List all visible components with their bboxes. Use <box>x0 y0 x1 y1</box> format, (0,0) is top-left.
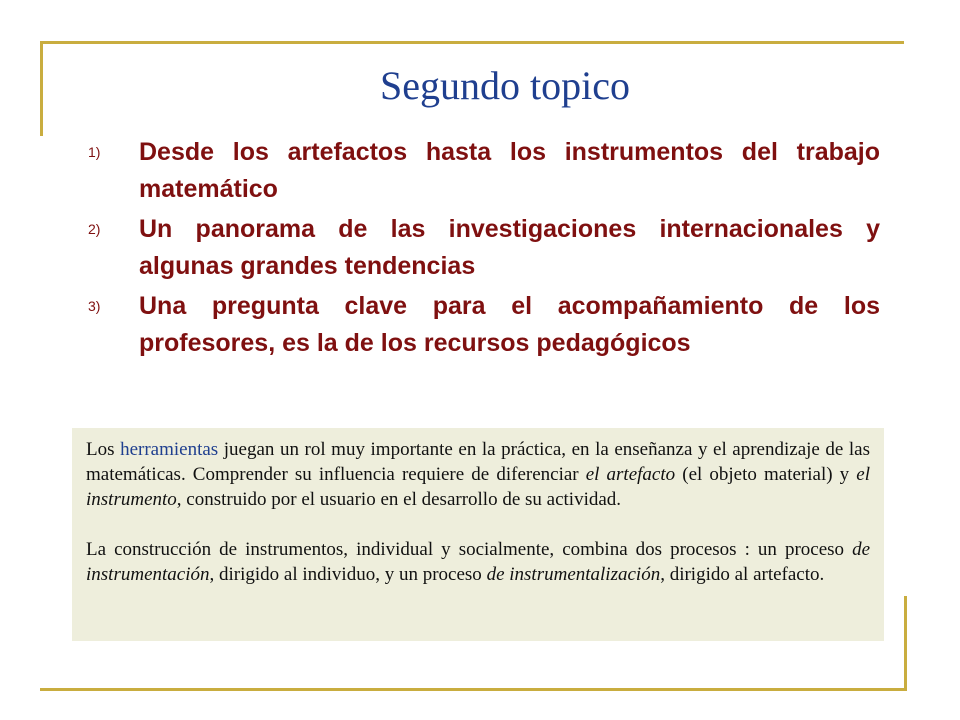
bullet-item-1 <box>88 134 880 208</box>
italic-term: de instrumentación <box>86 539 870 585</box>
text-run: Los <box>86 439 121 460</box>
text-run: La construcción de instrumentos, individual y socialmente, combina dos procesos : un proceso <box>86 539 853 560</box>
frame-bottom-line <box>40 688 907 691</box>
bullet-number: 1) <box>88 144 101 160</box>
bullet-text: Un panorama de las investigaciones internacionales y algunas grandes tendencias <box>139 215 880 280</box>
slide-title: Segundo topico <box>380 63 630 108</box>
bullet-text: Desde los artefactos hasta los instrumentos del trabajo matemático <box>139 138 880 203</box>
italic-term: el artefacto <box>585 464 676 485</box>
text-run: , dirigido al individuo, y un proceso <box>209 564 487 585</box>
text-run: (el objeto material) y <box>675 464 857 485</box>
bullet-number: 3) <box>88 298 101 314</box>
bullet-number: 2) <box>88 221 101 237</box>
italic-term: el instrumento <box>86 464 870 510</box>
highlight-term: herramientas <box>120 439 219 460</box>
frame-top-line <box>40 41 904 44</box>
info-paragraph-2 <box>86 537 870 587</box>
frame-right-line <box>904 596 907 691</box>
text-run: , dirigido al artefacto. <box>660 564 825 585</box>
text-run: , construido por el usuario en el desarrollo de su actividad. <box>176 489 622 510</box>
bullet-list <box>88 134 880 365</box>
text-run: juegan un rol muy importante en la práctica, en la enseñanza y el aprendizaje de las matemáticas. Comprender su influencia requiere de diferenciar <box>86 439 870 485</box>
italic-term: de instrumentalización <box>486 564 661 585</box>
bullet-item-3 <box>88 288 880 362</box>
info-box <box>72 428 884 641</box>
bullet-item-2 <box>88 211 880 285</box>
info-paragraph-1 <box>86 437 870 512</box>
bullet-text: Una pregunta clave para el acompañamiento de los profesores, es la de los recursos pedagógicos <box>139 292 880 357</box>
